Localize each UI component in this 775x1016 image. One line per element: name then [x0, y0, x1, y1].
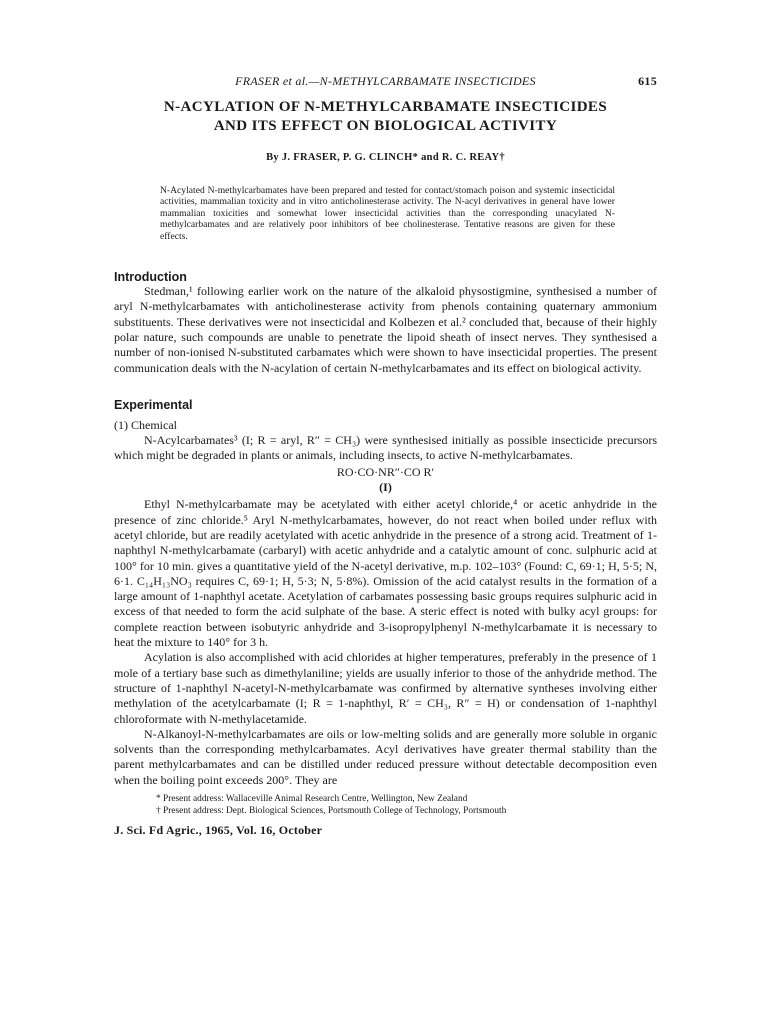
journal-citation: J. Sci. Fd Agric., 1965, Vol. 16, October — [114, 823, 323, 838]
chemical-subheading: (1) Chemical — [114, 417, 177, 432]
page-number: 615 — [638, 74, 657, 88]
page-content — [114, 74, 657, 838]
chemical-formula: RO·CO·NR″·CO R′ — [336, 465, 435, 480]
experimental-paragraph-1: N-Acylcarbamates³ (I; R = aryl, R″ = CH₃) were synthesised initially as possible insecticide precursors which might be degraded in plants or animals, including insects, to active N-methylcarbamates. — [114, 432, 657, 463]
introduction-heading: Introduction — [114, 270, 187, 285]
running-head-text: FRASER et al.—N-METHYLCARBAMATE INSECTICIDES — [235, 74, 536, 88]
experimental-paragraph-2: Ethyl N-methylcarbamate may be acetylated with either acetyl chloride,⁴ or acetic anhydride in the presence of zinc chloride.⁵ Aryl N-methylcarbamates, however, do not react when boiled under reflux with acetyl chloride, but are readily acetylated with acetic anhydride in the presence of a strong acid. Treatment of 1-naphthyl N-methylcarbamate (carbaryl) with acetic anhydride and a catalytic amount of conc. sulphuric acid at 100° for 10 min. gives a quantitative yield of the N-acetyl derivative, m.p. 102–103° (Found: C, 69·1; H, 5·5; N, 6·1. C₁₄H₁₃NO₃ requires C, 69·1; H, 5·3; N, 5·8%). Omission of the acid catalyst results in the formation of a large amount of 1-naphthyl acetate. Acetylation of carbamates possessing basic groups requires sulphuric acid in excess of that needed to form the acid sulphate of the base. A steric effect is noted with bulky acyl groups: for complete reaction between isobutyric anhydride and 3-isopropylphenyl N-methylcarbamate it is necessary to heat the mixture to 140° for 3 h. — [114, 497, 657, 650]
footnote: * Present address: Wallaceville Animal Research Centre, Wellington, New Zealand — [156, 794, 468, 805]
experimental-paragraph-3: Acylation is also accomplished with acid chlorides at higher temperatures, preferably in the presence of 1 mole of a tertiary base such as dimethylaniline; yields are usually inferior to those of the anhydride method. The structure of 1-naphthyl N-acetyl-N-methylcarbamate was confirmed by alternative syntheses involving either methylation of the acetylcarbamate (I; R = 1-naphthyl, R′ = CH₃, R″ = H) or condensation of 1-naphthyl chloroformate with N-methylacetamide. — [114, 650, 657, 726]
experimental-heading: Experimental — [114, 397, 193, 412]
abstract: N-Acylated N-methylcarbamates have been prepared and tested for contact/stomach poison and systemic insecticidal activities, mammalian toxicity and in vitro anticholinesterase activity. The N-acyl derivatives in general have lower mammalian toxicities and somewhat lower insecticidal activities than the corresponding unacylated N-methylcarbamates and are relatively poor inhibitors of bee cholinesterase. Tentative reasons are given for these effects. — [160, 185, 615, 242]
author-list: By J. FRASER, P. G. CLINCH* and R. C. REAY† — [266, 152, 505, 163]
introduction-paragraph: Stedman,¹ following earlier work on the nature of the alkaloid physostigmine, synthesised a number of aryl N-methylcarbamates with anticholinesterase activity from phenols containing quaternary ammonium substituents. These derivatives were not insecticidal and Kolbezen et al.² concluded that, because of their highly polar nature, such compounds are unable to penetrate the lipoid sheath of insect nerves. They synthesised a number of non-ionised N-substituted carbamates which were shown to have insecticidal properties. The present communication deals with the N-acylation of certain N-methylcarbamates and its effect on biological activity. — [114, 284, 657, 375]
formula-label: (I) — [379, 480, 392, 495]
running-head — [114, 74, 657, 92]
experimental-paragraph-4: N-Alkanoyl-N-methylcarbamates are oils or low-melting solids and are generally more soluble in organic solvents than the corresponding methylcarbamates. Acyl derivatives have greater thermal stability than the parent methylcarbamates and can be distilled under reduced pressure without detectable decomposition even when the boiling point exceeds 200°. They are — [114, 726, 657, 787]
footnote: † Present address: Dept. Biological Sciences, Portsmouth College of Technology, Portsmouth — [156, 805, 507, 816]
article-title — [114, 98, 657, 136]
footnotes — [114, 794, 657, 817]
title-line-1: N-ACYLATION OF N-METHYLCARBAMATE INSECTICIDES — [163, 99, 608, 115]
title-line-2: AND ITS EFFECT ON BIOLOGICAL ACTIVITY — [213, 118, 558, 134]
